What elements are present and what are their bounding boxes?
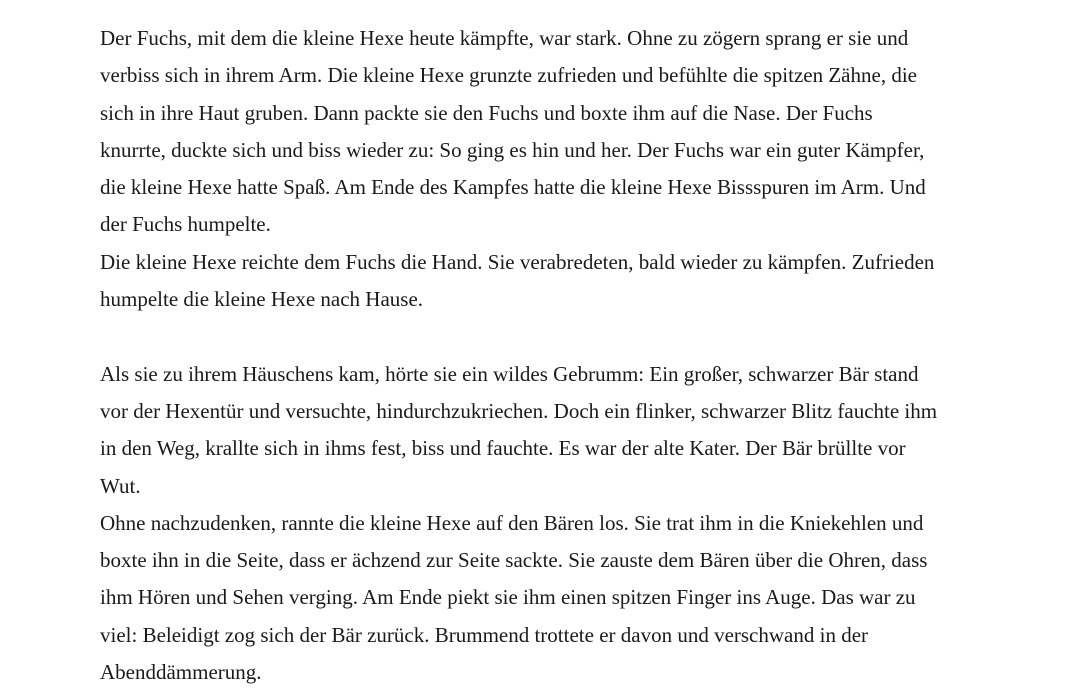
document-body bbox=[100, 20, 980, 691]
paragraph-bear-fight: Ohne nachzudenken, rannte die kleine Hexe auf den Bären los. Sie trat ihm in die Kniekehlen und boxte ihn in die Seite, dass er ächzend zur Seite sackte. Sie zauste dem Bären über die Ohren, dass ihm Hören und Sehen verging. Am Ende piekt sie ihm einen spitzen Finger ins Auge. Das war zu viel: Beleidigt zog sich der Bär zurück. Brummend trottete er davon und verschwand in der Abenddämmerung. bbox=[100, 510, 928, 685]
paragraph-fox-handshake: Die kleine Hexe reichte dem Fuchs die Hand. Sie verabredeten, bald wieder zu kämpfen. Zufrieden humpelte die kleine Hexe nach Hause. bbox=[100, 249, 935, 312]
paragraph-spacer bbox=[100, 318, 980, 355]
paragraph-fox-fight: Der Fuchs, mit dem die kleine Hexe heute kämpfte, war stark. Ohne zu zögern sprang er sie und verbiss sich in ihrem Arm. Die kleine Hexe grunzte zufrieden und befühlte die spitzen Zähne, die sich in ihre Haut gruben. Dann packte sie den Fuchs und boxte ihm auf die Nase. Der Fuchs knurrte, duckte sich und biss wieder zu: So ging es hin und her. Der Fuchs war ein guter Kämpfer, die kleine Hexe hatte Spaß. Am Ende des Kampfes hatte die kleine Hexe Bissspuren im Arm. Und der Fuchs humpelte. bbox=[100, 26, 926, 237]
paragraph-bear-arrival: Als sie zu ihrem Häuschens kam, hörte sie ein wildes Gebrumm: Ein großer, schwarzer Bär stand vor der Hexentür und versuchte, hindurchzukriechen. Doch ein flinker, schwarzer Blitz fauchte ihm in den Weg, krallte sich in ihms fest, biss und fauchte. Es war der alte Kater. Der Bär brüllte vor Wut. bbox=[100, 361, 938, 498]
